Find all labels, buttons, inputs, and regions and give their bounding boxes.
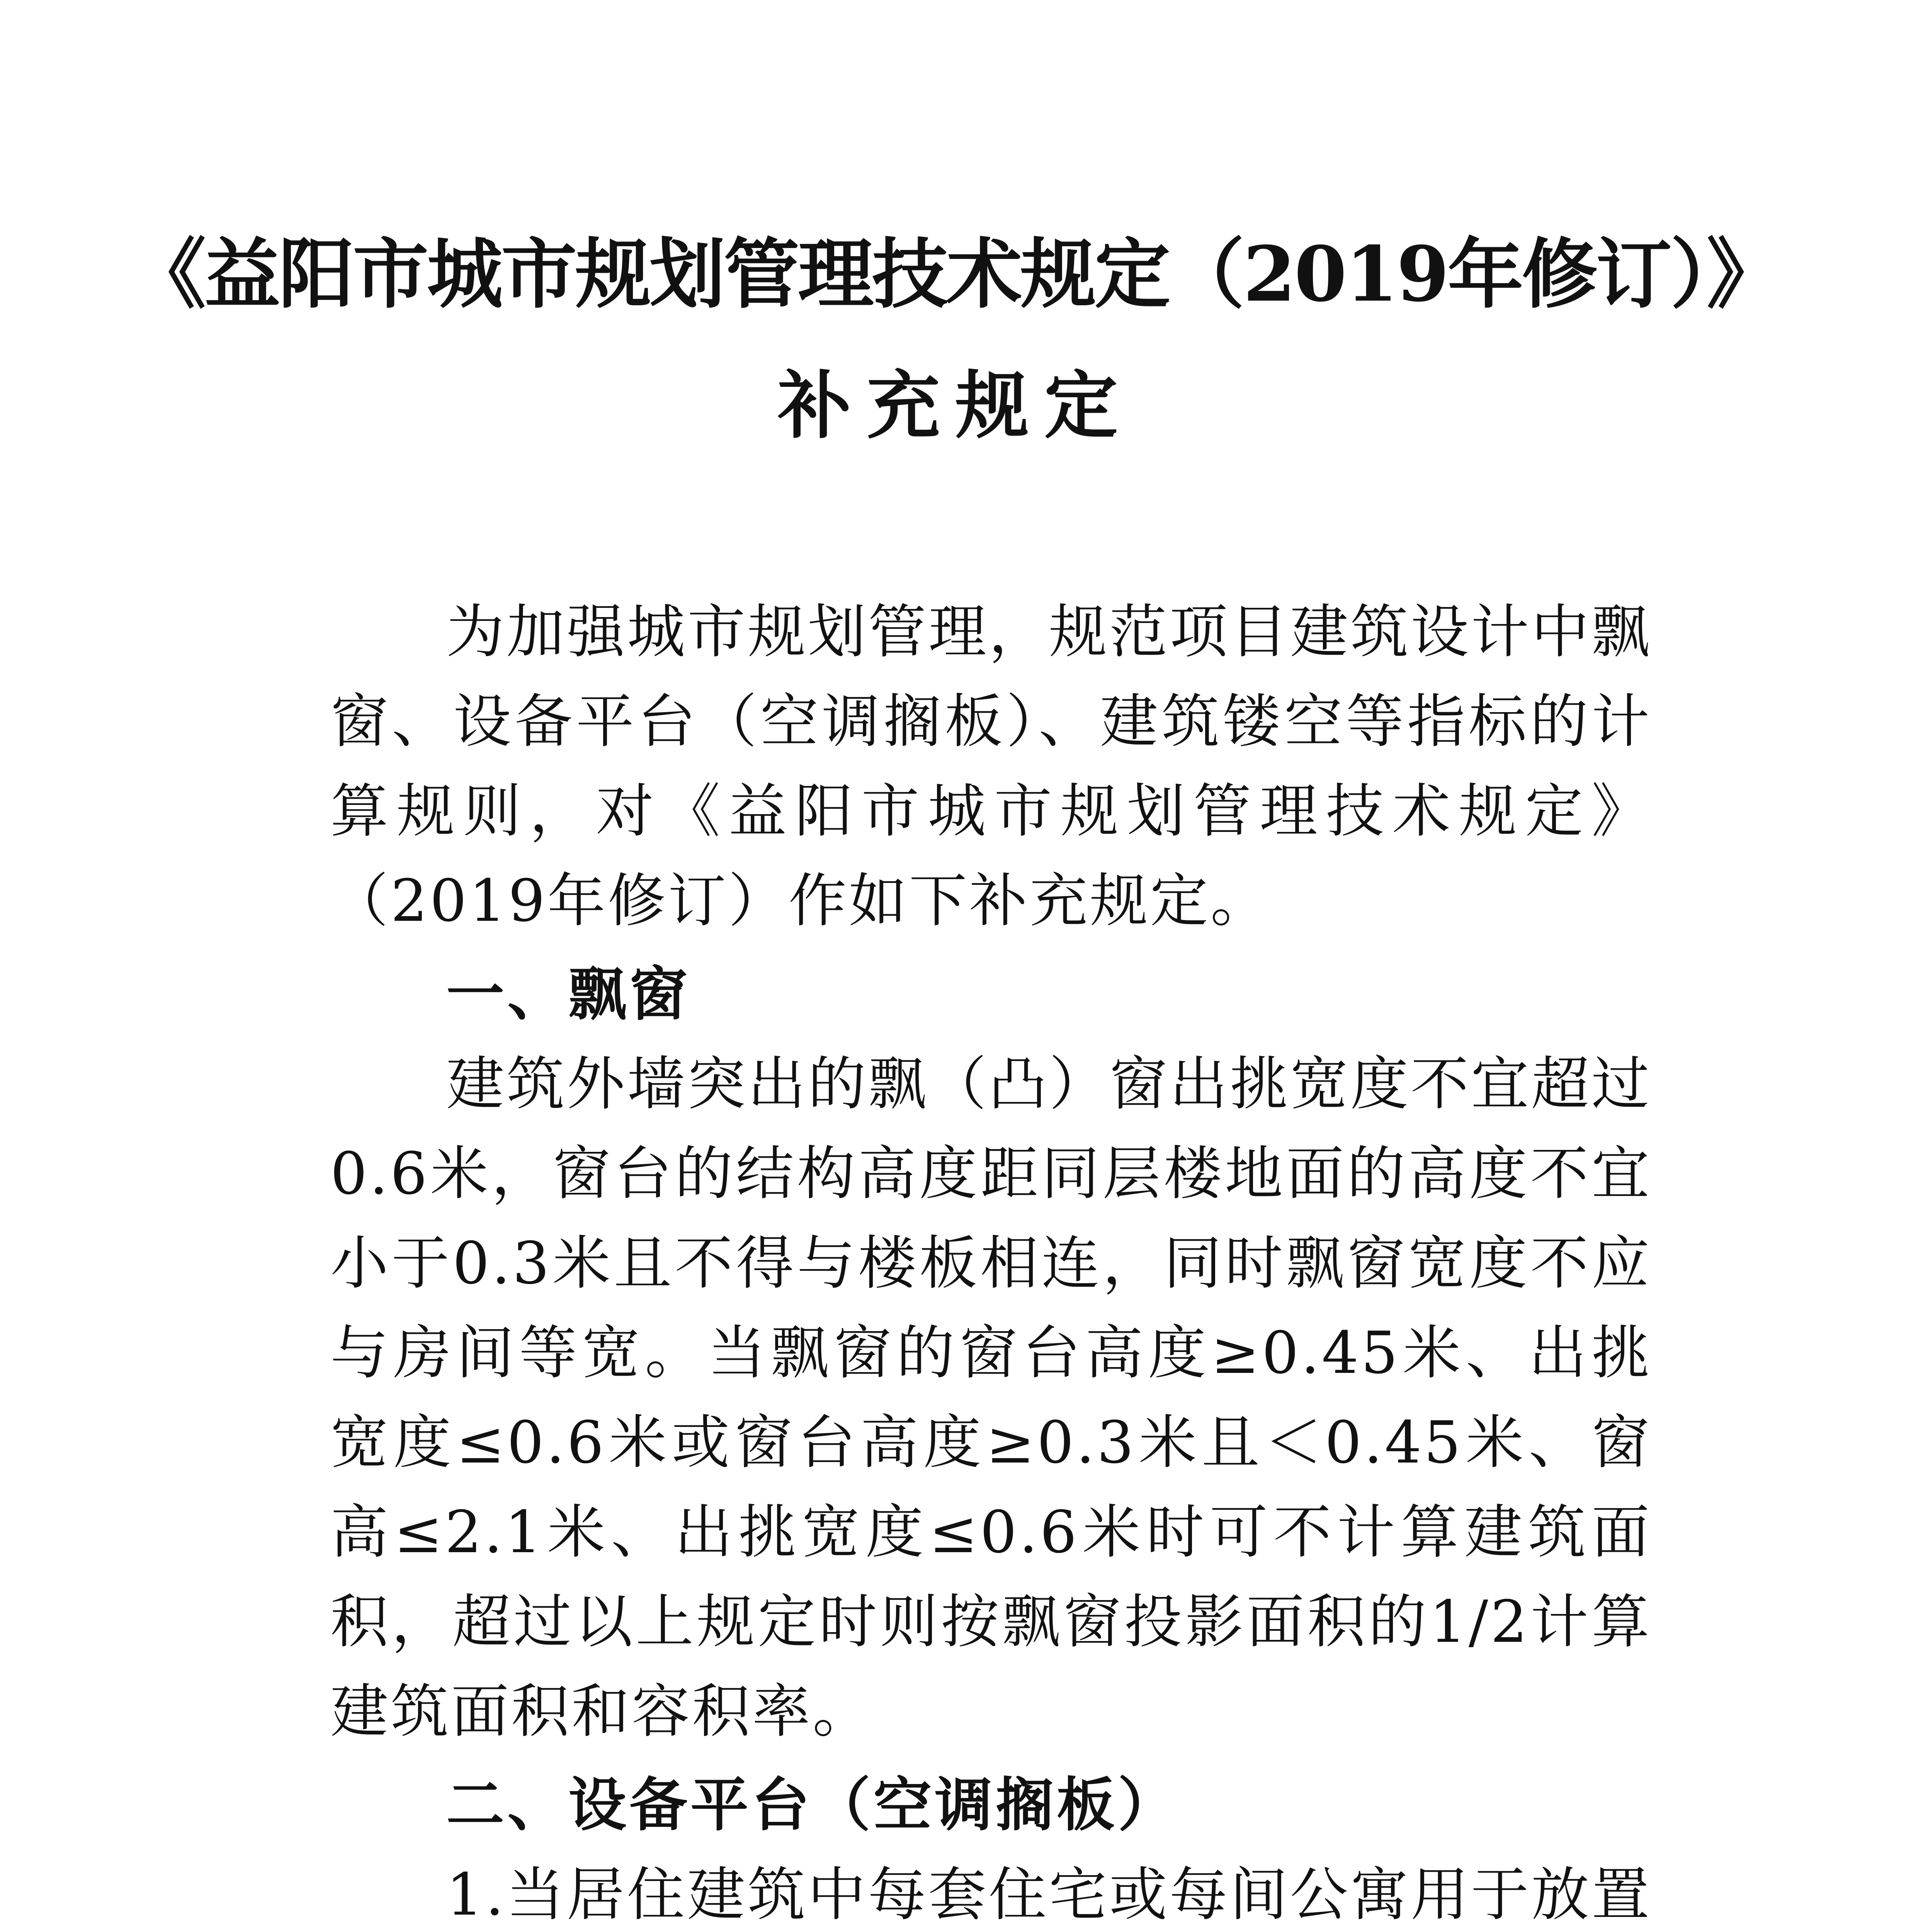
bay-window-paragraph: 建筑外墙突出的飘（凸）窗出挑宽度不宜超过0.6米，窗台的结构高度距同层楼地面的高度不宜小于0.3米且不得与楼板相连，同时飘窗宽度不应与房间等宽。当飘窗的窗台高度≥0.45米、出挑宽度≤0.6米或窗台高度≥0.3米且＜0.45米、窗高≤2.1米、出挑宽度≤0.6米时可不计算建筑面积，超过以上规定时则按飘窗投影面积的1/2计算建筑面积和容积率。	[330, 1051, 1652, 1745]
document-body	[330, 587, 1652, 1932]
intro-paragraph: 为加强城市规划管理，规范项目建筑设计中飘窗、设备平台（空调搁板）、建筑镂空等指标的计算规则，对《益阳市城市规划管理技术规定》（2019年修订）作如下补充规定。	[330, 599, 1652, 935]
section-heading-bay-window: 一、飘窗	[446, 961, 691, 1028]
section-heading-equipment-platform: 二、设备平台（空调搁板）	[446, 1772, 1179, 1839]
document-subtitle: 补充规定	[777, 362, 1133, 449]
document-title: 《益阳市城市规划管理技术规定（2019年修订）》	[130, 230, 1781, 319]
equipment-platform-item-1: 1.当居住建筑中每套住宅或每间公寓用于放置	[446, 1861, 1652, 1929]
